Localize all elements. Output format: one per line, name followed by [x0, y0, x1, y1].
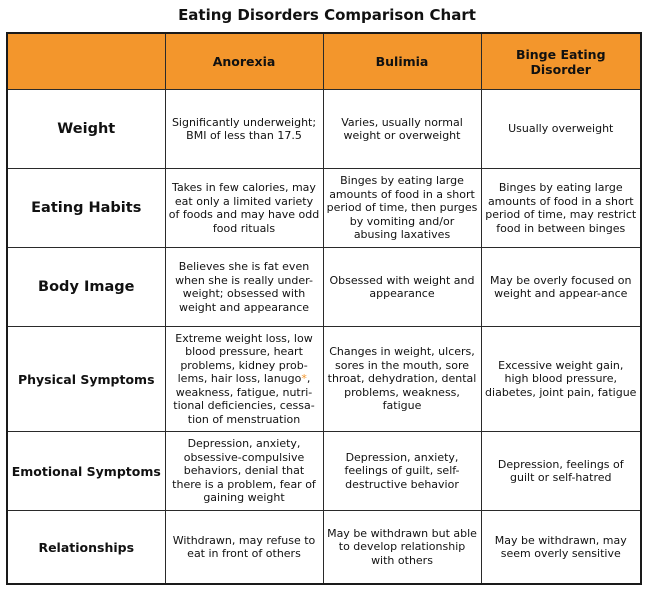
cell-weight-bulimia: Varies, usually normal weight or overweight [323, 90, 481, 169]
footnote-asterisk: * [301, 372, 307, 386]
comparison-table [6, 32, 642, 585]
header-anorexia: Anorexia [165, 33, 323, 90]
header-corner-cell [7, 33, 165, 90]
cell-physical-symptoms-bulimia: Changes in weight, ulcers, sores in the mouth, sore throat, dehydration, dental problems, weakness, fatigue [323, 327, 481, 432]
row-label-relationships: Relationships [7, 511, 165, 585]
chart-title: Eating Disorders Comparison Chart [178, 6, 476, 24]
row-label-emotional-symptoms: Emotional Symptoms [7, 432, 165, 511]
cell-body-image-bulimia: Obsessed with weight and appearance [323, 248, 481, 327]
cell-text-before-mark: Extreme weight loss, low blood pressure, heart problems, kidney prob-lems, hair loss, lanugo [175, 331, 313, 386]
table-row-relationships [7, 511, 641, 585]
cell-eating-habits-anorexia: Takes in few calories, may eat only a limited variety of foods and may have odd food rituals [165, 169, 323, 248]
table-row-emotional-symptoms [7, 432, 641, 511]
cell-physical-symptoms-binge: Excessive weight gain, high blood pressure, diabetes, joint pain, fatigue [481, 327, 641, 432]
row-label-eating-habits: Eating Habits [7, 169, 165, 248]
cell-eating-habits-bulimia: Binges by eating large amounts of food in a short period of time, then purges by vomiting and/or abusing laxatives [323, 169, 481, 248]
cell-physical-symptoms-anorexia [165, 327, 323, 432]
table-row-eating-habits [7, 169, 641, 248]
cell-emotional-symptoms-binge: Depression, feelings of guilt or self-hatred [481, 432, 641, 511]
cell-relationships-binge: May be withdrawn, may seem overly sensitive [481, 511, 641, 585]
cell-emotional-symptoms-bulimia: Depression, anxiety, feelings of guilt, self-destructive behavior [323, 432, 481, 511]
cell-body-image-anorexia: Believes she is fat even when she is really under-weight; obsessed with weight and appearance [165, 248, 323, 327]
cell-weight-binge: Usually overweight [481, 90, 641, 169]
table-row-weight [7, 90, 641, 169]
cell-emotional-symptoms-anorexia: Depression, anxiety, obsessive-compulsive behaviors, denial that there is a problem, fear of gaining weight [165, 432, 323, 511]
cell-text-after-mark: , weakness, fatigue, nutri-tional deficiencies, cessa-tion of menstruation [173, 372, 315, 426]
table-row-physical-symptoms [7, 327, 641, 432]
table-row-body-image [7, 248, 641, 327]
header-bulimia: Bulimia [323, 33, 481, 90]
cell-eating-habits-binge: Binges by eating large amounts of food in a short period of time, may restrict food in between binges [481, 169, 641, 248]
row-label-physical-symptoms: Physical Symptoms [7, 327, 165, 432]
cell-relationships-anorexia: Withdrawn, may refuse to eat in front of others [165, 511, 323, 585]
cell-relationships-bulimia: May be withdrawn but able to develop relationship with others [323, 511, 481, 585]
row-label-body-image: Body Image [7, 248, 165, 327]
header-row [7, 33, 641, 90]
row-label-weight: Weight [7, 90, 165, 169]
header-binge-eating-disorder: Binge Eating Disorder [481, 33, 641, 90]
cell-body-image-binge: May be overly focused on weight and appear-ance [481, 248, 641, 327]
cell-weight-anorexia: Significantly underweight; BMI of less than 17.5 [165, 90, 323, 169]
